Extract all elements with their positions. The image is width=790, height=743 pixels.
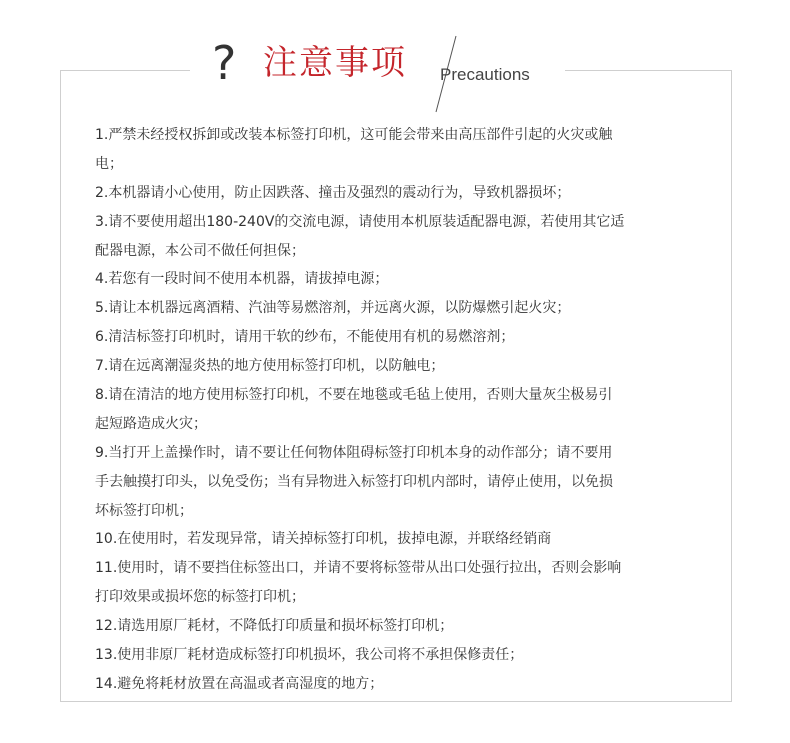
list-item: 7.请在远离潮湿炎热的地方使用标签打印机，以防触电； xyxy=(95,358,445,375)
list-item: 起短路造成火灾； xyxy=(95,415,207,432)
list-item: 1.严禁未经授权拆卸或改装本标签打印机，这可能会带来由高压部件引起的火灾或触 xyxy=(95,127,613,143)
list-item: 配器电源，本公司不做任何担保； xyxy=(95,242,305,259)
section-header xyxy=(190,28,565,112)
list-item: 手去触摸打印头，以免受伤；当有异物进入标签打印机内部时，请停止使用，以免损 xyxy=(95,473,613,490)
list-item: 5.请让本机器远离酒精、汽油等易燃溶剂，并远离火源，以防爆燃引起火灾； xyxy=(95,300,571,317)
list-item: 9.当打开上盖操作时，请不要让任何物体阻碍标签打印机本身的动作部分；请不要用 xyxy=(95,444,613,461)
page-title: 注意事项 xyxy=(263,43,407,83)
question-mark-icon: ? xyxy=(212,36,237,90)
list-item: 坏标签打印机； xyxy=(95,502,193,519)
page-subtitle: Precautions xyxy=(440,65,530,84)
list-item: 2.本机器请小心使用，防止因跌落、撞击及强烈的震动行为，导致机器损坏； xyxy=(95,184,571,201)
list-item: 14.避免将耗材放置在高温或者高湿度的地方； xyxy=(95,675,384,692)
list-item: 4.若您有一段时间不使用本机器，请拔掉电源； xyxy=(95,271,389,288)
list-item: 10.在使用时，若发现异常，请关掉标签打印机，拔掉电源，并联络经销商 xyxy=(95,531,552,548)
list-item: 3.请不要使用超出180-240V的交流电源，请使用本机原装适配器电源，若使用其它适 xyxy=(95,213,625,230)
list-item: 8.请在清洁的地方使用标签打印机，不要在地毯或毛毡上使用，否则大量灰尘极易引 xyxy=(95,387,613,404)
list-item: 12.请选用原厂耗材，不降低打印质量和损坏标签打印机； xyxy=(95,618,454,635)
list-item: 11.使用时，请不要挡住标签出口，并请不要将标签带从出口处强行拉出，否则会影响 xyxy=(95,560,622,577)
precautions-list xyxy=(95,121,705,699)
list-item: 打印效果或损坏您的标签打印机； xyxy=(95,589,305,606)
list-item: 13.使用非原厂耗材造成标签打印机损坏，我公司将不承担保修责任； xyxy=(95,647,524,664)
list-item: 6.清洁标签打印机时，请用干软的纱布，不能使用有机的易燃溶剂； xyxy=(95,329,515,346)
list-item: 电； xyxy=(95,155,123,172)
